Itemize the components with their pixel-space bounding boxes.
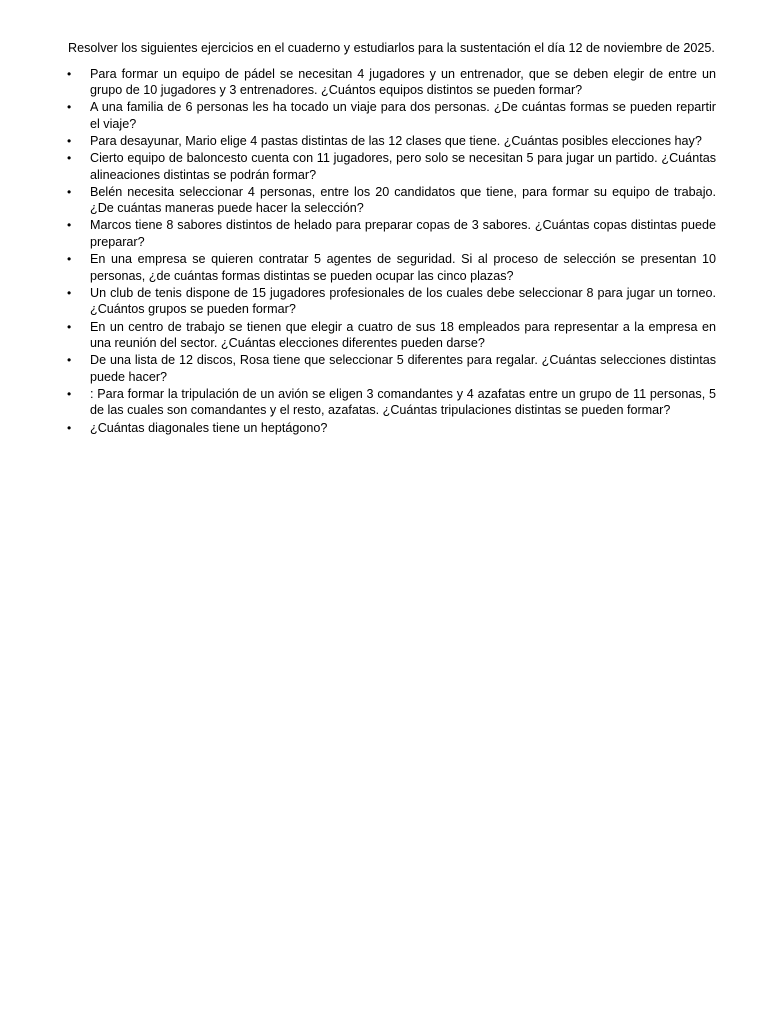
bullet-icon: • <box>67 100 72 115</box>
bullet-icon: • <box>67 151 72 166</box>
bullet-icon: • <box>67 184 72 199</box>
exercise-item-8 <box>68 285 716 318</box>
exercise-text: Para desayunar, Mario elige 4 pastas distintas de las 12 clases que tiene. ¿Cuántas posibles elecciones hay? <box>90 133 702 148</box>
exercise-text: Cierto equipo de baloncesto cuenta con 11 jugadores, pero solo se necesitan 5 para jugar un partido. ¿Cuántas alineaciones distintas se podrán formar? <box>90 151 716 182</box>
exercise-item-12 <box>68 420 716 437</box>
bullet-icon: • <box>67 133 72 148</box>
exercise-text: ¿Cuántas diagonales tiene un heptágono? <box>90 420 328 435</box>
exercise-text: A una familia de 6 personas les ha tocado un viaje para dos personas. ¿De cuántas formas se pueden repartir el viaje? <box>90 100 716 131</box>
bullet-icon: • <box>67 420 72 435</box>
exercise-item-10 <box>68 352 716 385</box>
exercise-item-7 <box>68 251 716 284</box>
exercise-item-4 <box>68 150 716 183</box>
exercise-item-9 <box>68 319 716 352</box>
exercise-item-2 <box>68 99 716 132</box>
exercise-item-3 <box>68 133 716 150</box>
document-content <box>68 40 716 437</box>
bullet-icon: • <box>67 218 72 233</box>
exercise-text: Belén necesita seleccionar 4 personas, entre los 20 candidatos que tiene, para formar su equipo de trabajo. ¿De cuántas maneras puede hacer la selección? <box>90 184 716 216</box>
exercise-text: De una lista de 12 discos, Rosa tiene que seleccionar 5 diferentes para regalar. ¿Cuántas selecciones distintas puede hacer? <box>90 353 716 384</box>
bullet-icon: • <box>67 319 72 334</box>
exercise-item-11 <box>68 386 716 419</box>
bullet-icon: • <box>67 386 72 401</box>
exercise-list <box>68 66 716 437</box>
bullet-icon: • <box>67 285 72 300</box>
bullet-icon: • <box>67 353 72 368</box>
bullet-icon: • <box>67 66 72 81</box>
exercise-text: Un club de tenis dispone de 15 jugadores profesionales de los cuales debe seleccionar 8 para jugar un torneo. ¿Cuántos grupos se pueden formar? <box>90 285 716 317</box>
exercise-text: Para formar un equipo de pádel se necesitan 4 jugadores y un entrenador, que se deben elegir de entre un grupo de 10 jugadores y 3 entrenadores. ¿Cuántos equipos distintos se pueden formar? <box>90 66 716 98</box>
exercise-item-5 <box>68 184 716 217</box>
intro-paragraph: Resolver los siguientes ejercicios en el cuaderno y estudiarlos para la sustentación el día 12 de noviembre de 2025. <box>68 41 715 55</box>
exercise-item-1 <box>68 66 716 99</box>
exercise-text: : Para formar la tripulación de un avión se eligen 3 comandantes y 4 azafatas entre un grupo de 11 personas, 5 de las cuales son comandantes y el resto, azafatas. ¿Cuántas tripulaciones distintas se pueden formar? <box>90 386 716 418</box>
exercise-item-6 <box>68 217 716 250</box>
exercise-text: En una empresa se quieren contratar 5 agentes de seguridad. Si al proceso de selección se presentan 10 personas, ¿de cuántas formas distintas se pueden ocupar las cinco plazas? <box>90 252 716 283</box>
bullet-icon: • <box>67 252 72 267</box>
exercise-text: Marcos tiene 8 sabores distintos de helado para preparar copas de 3 sabores. ¿Cuántas copas distintas puede preparar? <box>90 218 716 250</box>
exercise-text: En un centro de trabajo se tienen que elegir a cuatro de sus 18 empleados para representar a la empresa en una reunión del sector. ¿Cuántas elecciones diferentes pueden darse? <box>90 319 716 351</box>
